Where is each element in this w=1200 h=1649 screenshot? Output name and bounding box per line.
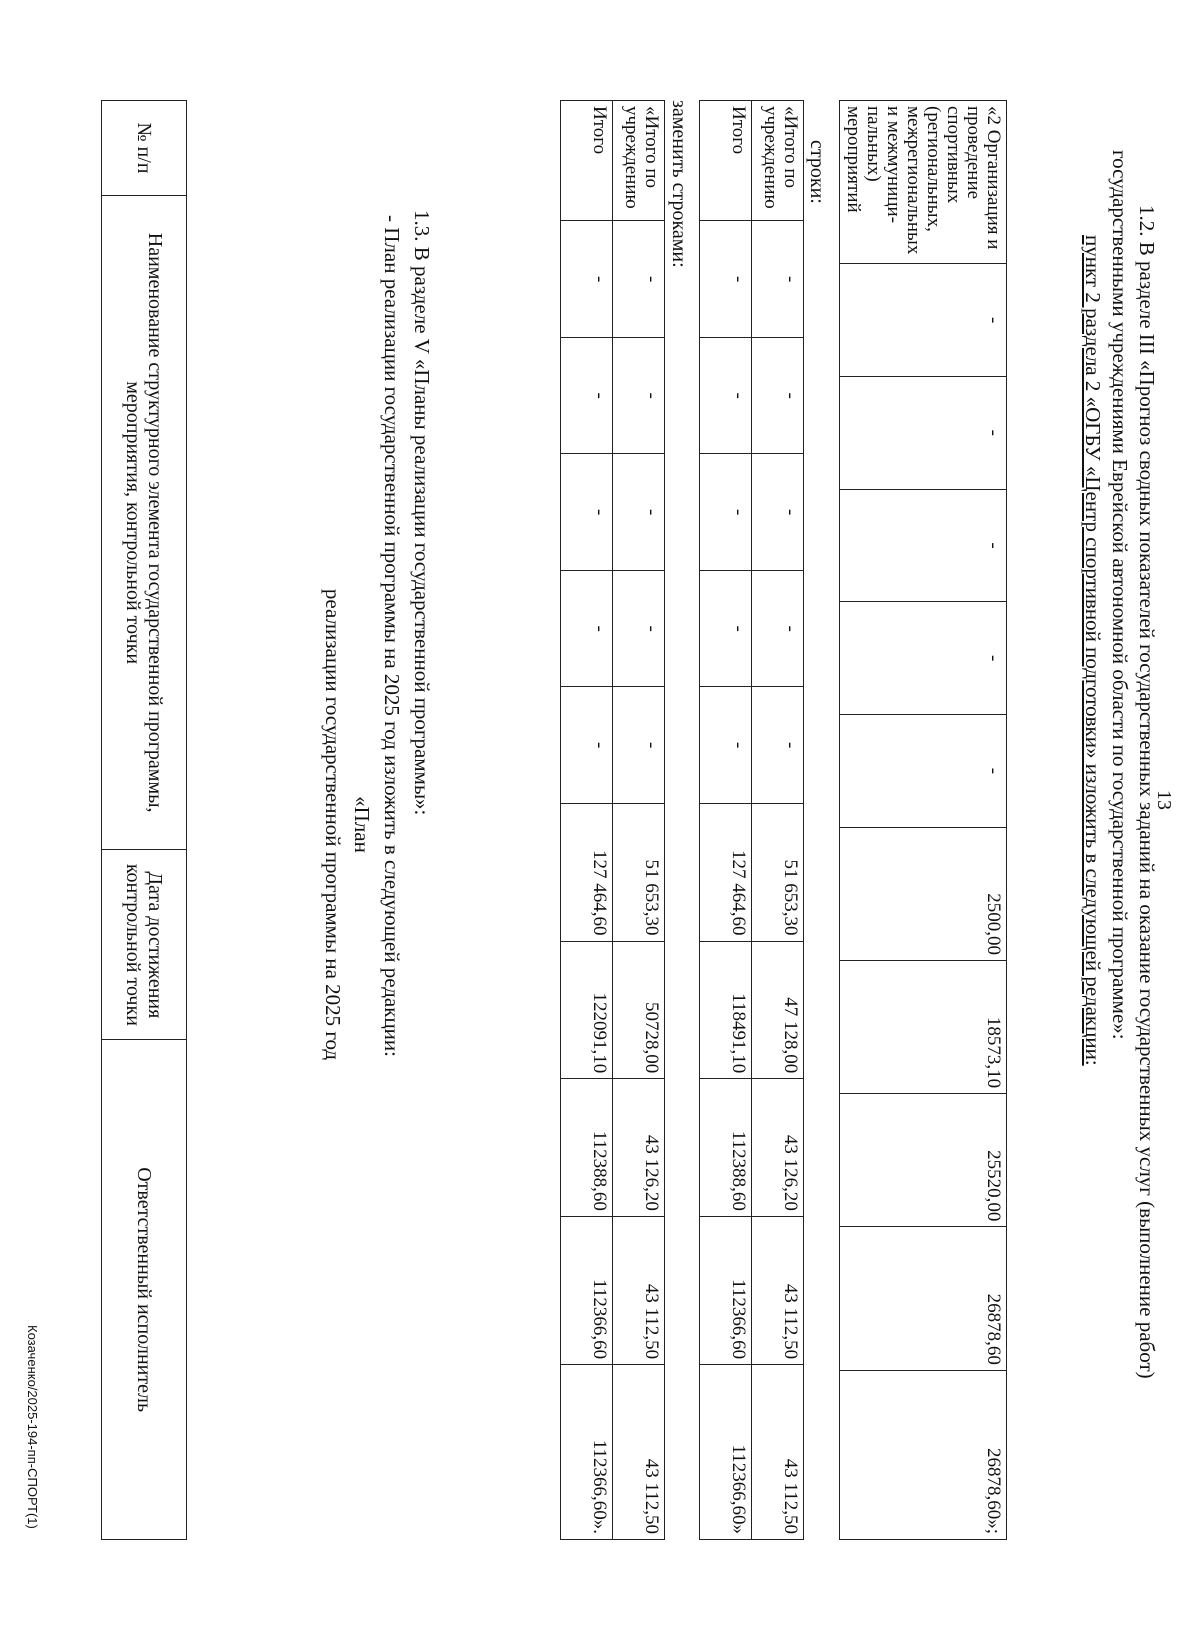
cell: 112366,60 [700,1216,752,1364]
cell: 122091,10 [561,941,613,1079]
cell: - [752,687,804,803]
table-old-rows [699,100,804,1540]
cell: 127 464,60 [561,803,613,941]
cell: 26878,60 [840,1227,1007,1370]
plan-title-1: «План [350,796,374,853]
cell: 43 126,20 [752,1079,804,1217]
cell: - [840,489,1007,602]
cell: - [613,454,665,570]
cell: 112388,60 [700,1079,752,1217]
cell: 112366,60». [561,1365,613,1540]
row-name: Итого [700,101,752,221]
row-number: «2 [983,106,1004,125]
section-1-3-line1: 1.3. В разделе V «Планы реализации государственной программы»: [410,210,434,816]
section-1-2-subtext: пункт 2 раздела 2 «ОГБУ «Центр спортивной подготовки» изложить в следующей редакции: [1081,235,1105,1066]
cell: - [613,570,665,686]
table-new-rows [560,100,665,1540]
cell: - [561,454,613,570]
section-1-2-text: 1.2. В разделе III «Прогноз сводных показателей государственных заданий на оказание государственных услуг (выполнение работ) государственными учреждениями Еврейской автономной области по государственной программе»: [1108,150,1159,1379]
cell: - [840,376,1007,489]
cell: - [561,221,613,337]
cell: - [613,221,665,337]
cell: - [840,715,1007,828]
cell: - [840,264,1007,377]
cell: 50728,00 [613,941,665,1079]
header-responsible: Ответственный исполнитель [102,1040,187,1540]
cell: - [700,687,752,803]
cell: - [700,570,752,686]
cell: 25520,00 [840,1094,1007,1227]
cell: - [840,602,1007,715]
row-name-cell [840,101,1007,264]
plan-title-2: реализации государственной программы на 2025 год [321,588,345,1061]
cell: 43 112,50 [752,1365,804,1540]
cell: 118491,10 [700,941,752,1079]
footer-code: Козаченко/2025-194-пп-СПОРТ(1) [25,1325,40,1529]
table-row [840,101,1007,1540]
plan-table [101,100,187,1540]
cell: - [700,337,752,453]
table-row [752,101,804,1540]
page-number: 13 [1153,790,1175,810]
row-name: Итого [561,101,613,221]
cell: - [752,337,804,453]
cell: 51 653,30 [613,803,665,941]
cell: 47 128,00 [752,941,804,1079]
cell: - [700,221,752,337]
table-row-replacement [839,100,1007,1540]
label-rows: строки: [806,140,828,204]
cell: 51 653,30 [752,803,804,941]
cell: - [752,454,804,570]
cell: 112366,60 [561,1216,613,1364]
cell: 43 112,50 [613,1216,665,1364]
plan-table-header-row [102,101,187,1540]
cell: 112366,60» [700,1365,752,1540]
cell: 43 112,50 [752,1216,804,1364]
cell: 2500,00 [840,827,1007,960]
cell: - [613,687,665,803]
cell: 26878,60»; [840,1370,1007,1539]
cell: 43 112,50 [613,1365,665,1540]
header-num: № п/п [102,101,187,196]
label-replace: заменить строками: [668,100,690,268]
cell: - [561,687,613,803]
header-name: Наименование структурного элемента государственной программы, мероприятия, контрольной точки [102,195,187,849]
row-name: «Итого по учреждению [752,101,804,221]
table-row [700,101,752,1540]
cell: 43 126,20 [613,1079,665,1217]
row-name: Организация и проведение спортивных (региональных, межрегиональных и межмуници-пальных) мероприятий [843,106,1004,255]
table-row [561,101,613,1540]
cell: 112388,60 [561,1079,613,1217]
cell: - [700,454,752,570]
cell: 18573,10 [840,960,1007,1093]
cell: - [613,337,665,453]
cell: - [752,570,804,686]
cell: 127 464,60 [700,803,752,941]
cell: - [561,570,613,686]
row-name: «Итого по учреждению [613,101,665,221]
cell: - [561,337,613,453]
section-1-3-line2: - План реализации государственной программы на 2025 год изложить в следующей редакции: [380,215,404,1057]
header-date: Дата достижения контрольной точки [102,850,187,1040]
cell: - [752,221,804,337]
table-row [613,101,665,1540]
